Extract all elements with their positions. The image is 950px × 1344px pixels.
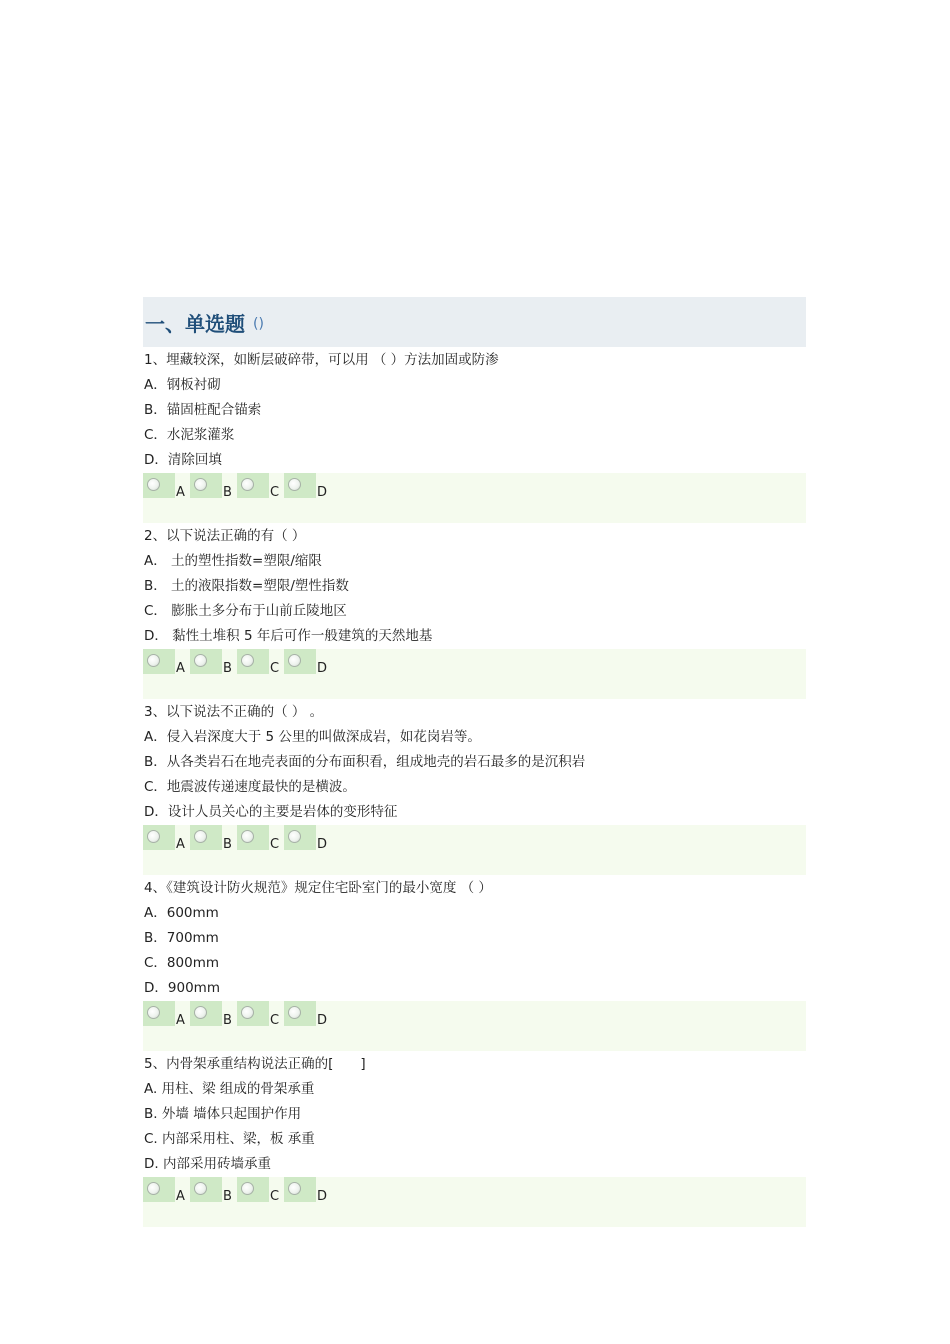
option-letter: D bbox=[317, 837, 328, 852]
radio-box[interactable] bbox=[284, 825, 316, 850]
option-text: C．800mm bbox=[144, 955, 219, 971]
option-text: D． 黏性土堆积 5 年后可作一般建筑的天然地基 bbox=[144, 628, 433, 644]
option-text: A．侵入岩深度大于 5 公里的叫做深成岩，如花岗岩等。 bbox=[144, 729, 481, 745]
radio-icon[interactable] bbox=[288, 478, 301, 491]
answer-option-d[interactable] bbox=[284, 825, 331, 852]
answer-option-a[interactable] bbox=[143, 825, 190, 852]
option-letter: D bbox=[317, 1189, 328, 1204]
answer-option-d[interactable] bbox=[284, 1001, 331, 1028]
radio-box[interactable] bbox=[190, 1001, 222, 1026]
radio-icon[interactable] bbox=[147, 1182, 160, 1195]
option-letter: D bbox=[317, 485, 328, 500]
option-text: D．设计人员关心的主要是岩体的变形特征 bbox=[144, 804, 398, 820]
option-text: B. 外墙 墙体只起围护作用 bbox=[144, 1106, 302, 1122]
question-2 bbox=[143, 524, 806, 699]
radio-box[interactable] bbox=[284, 1001, 316, 1026]
option-text: B．从各类岩石在地壳表面的分布面积看，组成地壳的岩石最多的是沉积岩 bbox=[144, 754, 586, 770]
answer-option-a[interactable] bbox=[143, 473, 190, 500]
answer-option-a[interactable] bbox=[143, 1177, 190, 1204]
section-subtitle: () bbox=[253, 316, 264, 332]
radio-icon[interactable] bbox=[147, 830, 160, 843]
radio-box[interactable] bbox=[237, 1001, 269, 1026]
radio-icon[interactable] bbox=[288, 830, 301, 843]
question-text: 5、内骨架承重结构说法正确的[ ] bbox=[144, 1056, 366, 1072]
option-text: A. 用柱、梁 组成的骨架承重 bbox=[144, 1081, 315, 1097]
question-4 bbox=[143, 876, 806, 1051]
option-text: A．钢板衬砌 bbox=[144, 377, 221, 393]
radio-icon[interactable] bbox=[147, 654, 160, 667]
option-letter: A bbox=[176, 837, 185, 852]
option-letter: D bbox=[317, 661, 328, 676]
option-letter: B bbox=[223, 1189, 232, 1204]
answer-option-d[interactable] bbox=[284, 649, 331, 676]
radio-box[interactable] bbox=[237, 825, 269, 850]
option-text: B．700mm bbox=[144, 930, 219, 946]
radio-box[interactable] bbox=[284, 1177, 316, 1202]
radio-box[interactable] bbox=[284, 649, 316, 674]
option-text: A．600mm bbox=[144, 905, 219, 921]
radio-icon[interactable] bbox=[241, 830, 254, 843]
answer-option-b[interactable] bbox=[190, 649, 237, 676]
option-text: D．清除回填 bbox=[144, 452, 222, 468]
option-letter: C bbox=[270, 661, 280, 676]
answer-choices bbox=[143, 649, 806, 699]
radio-icon[interactable] bbox=[288, 654, 301, 667]
radio-box[interactable] bbox=[237, 473, 269, 498]
radio-box[interactable] bbox=[284, 473, 316, 498]
answer-choices bbox=[143, 825, 806, 875]
question-list bbox=[143, 348, 806, 1227]
answer-option-d[interactable] bbox=[284, 1177, 331, 1204]
question-5 bbox=[143, 1052, 806, 1227]
option-text: A． 土的塑性指数=塑限/缩限 bbox=[144, 553, 322, 569]
option-letter: A bbox=[176, 1013, 185, 1028]
radio-icon[interactable] bbox=[241, 654, 254, 667]
radio-box[interactable] bbox=[143, 825, 175, 850]
option-letter: B bbox=[223, 661, 232, 676]
option-letter: A bbox=[176, 661, 185, 676]
answer-option-b[interactable] bbox=[190, 825, 237, 852]
option-letter: B bbox=[223, 837, 232, 852]
question-3 bbox=[143, 700, 806, 875]
radio-icon[interactable] bbox=[194, 478, 207, 491]
radio-icon[interactable] bbox=[241, 478, 254, 491]
question-text: 1、埋藏较深，如断层破碎带，可以用 （ ）方法加固或防渗 bbox=[144, 352, 499, 368]
answer-option-c[interactable] bbox=[237, 825, 284, 852]
option-letter: C bbox=[270, 837, 280, 852]
option-text: C．水泥浆灌浆 bbox=[144, 427, 235, 443]
answer-option-c[interactable] bbox=[237, 1177, 284, 1204]
option-letter: A bbox=[176, 485, 185, 500]
question-1 bbox=[143, 348, 806, 523]
option-letter: B bbox=[223, 1013, 232, 1028]
radio-box[interactable] bbox=[190, 649, 222, 674]
radio-box[interactable] bbox=[190, 473, 222, 498]
option-text: C. 内部采用柱、梁，板 承重 bbox=[144, 1131, 315, 1147]
answer-choices bbox=[143, 1177, 806, 1227]
radio-box[interactable] bbox=[143, 1001, 175, 1026]
radio-box[interactable] bbox=[143, 1177, 175, 1202]
option-text: C． 膨胀土多分布于山前丘陵地区 bbox=[144, 603, 347, 619]
answer-option-a[interactable] bbox=[143, 649, 190, 676]
option-letter: C bbox=[270, 485, 280, 500]
option-letter: B bbox=[223, 485, 232, 500]
section-title: 一、单选题 bbox=[145, 311, 245, 336]
radio-icon[interactable] bbox=[194, 1182, 207, 1195]
radio-box[interactable] bbox=[190, 1177, 222, 1202]
answer-choices bbox=[143, 473, 806, 523]
option-letter: A bbox=[176, 1189, 185, 1204]
option-text: D．900mm bbox=[144, 980, 220, 996]
radio-icon[interactable] bbox=[288, 1006, 301, 1019]
radio-icon[interactable] bbox=[147, 478, 160, 491]
answer-option-d[interactable] bbox=[284, 473, 331, 500]
answer-option-b[interactable] bbox=[190, 1001, 237, 1028]
section-header bbox=[143, 297, 806, 347]
answer-choices bbox=[143, 1001, 806, 1051]
radio-box[interactable] bbox=[237, 1177, 269, 1202]
radio-icon[interactable] bbox=[147, 1006, 160, 1019]
answer-option-b[interactable] bbox=[190, 473, 237, 500]
radio-box[interactable] bbox=[143, 473, 175, 498]
answer-option-c[interactable] bbox=[237, 649, 284, 676]
question-text: 2、以下说法正确的有（ ） bbox=[144, 528, 306, 544]
option-text: B． 土的液限指数=塑限/塑性指数 bbox=[144, 578, 349, 594]
option-letter: C bbox=[270, 1189, 280, 1204]
radio-box[interactable] bbox=[190, 825, 222, 850]
radio-icon[interactable] bbox=[241, 1006, 254, 1019]
question-text: 3、以下说法不正确的（ ） 。 bbox=[144, 704, 324, 720]
radio-box[interactable] bbox=[143, 649, 175, 674]
question-text: 4、《建筑设计防火规范》规定住宅卧室门的最小宽度 （ ） bbox=[144, 880, 492, 896]
answer-option-a[interactable] bbox=[143, 1001, 190, 1028]
quiz-section bbox=[143, 297, 806, 1227]
option-letter: C bbox=[270, 1013, 280, 1028]
answer-option-c[interactable] bbox=[237, 473, 284, 500]
option-text: B．锚固桩配合锚索 bbox=[144, 402, 262, 418]
answer-option-c[interactable] bbox=[237, 1001, 284, 1028]
option-letter: D bbox=[317, 1013, 328, 1028]
radio-icon[interactable] bbox=[288, 1182, 301, 1195]
radio-box[interactable] bbox=[237, 649, 269, 674]
answer-option-b[interactable] bbox=[190, 1177, 237, 1204]
radio-icon[interactable] bbox=[194, 654, 207, 667]
option-text: C．地震波传递速度最快的是横波。 bbox=[144, 779, 356, 795]
radio-icon[interactable] bbox=[194, 830, 207, 843]
radio-icon[interactable] bbox=[241, 1182, 254, 1195]
option-text: D. 内部采用砖墙承重 bbox=[144, 1156, 271, 1172]
radio-icon[interactable] bbox=[194, 1006, 207, 1019]
